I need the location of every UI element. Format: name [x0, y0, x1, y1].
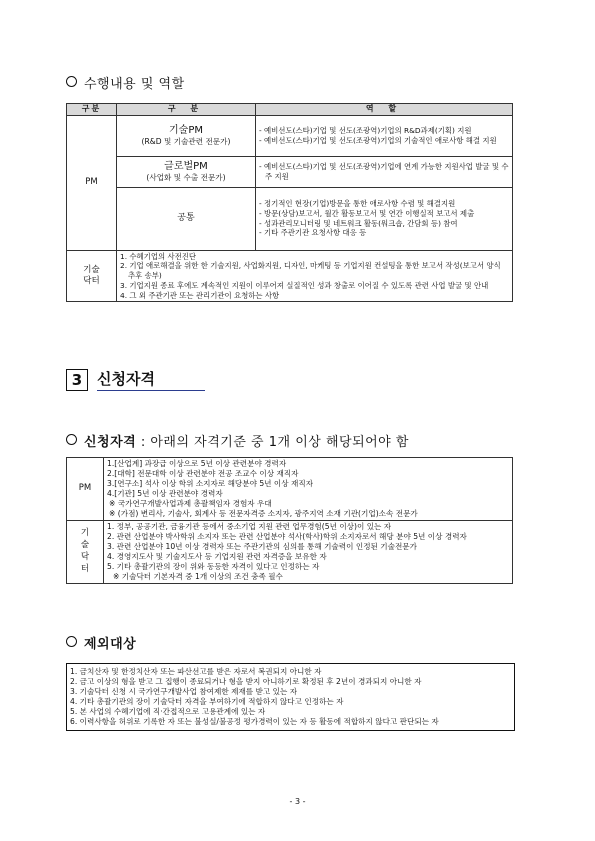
role-sub: (R&D 및 기술관련 전문가) — [141, 137, 231, 147]
list-item: - 예비선도(스타)기업 및 선도(조광역)기업의 R&D과제(기획) 지원 — [259, 125, 472, 135]
list-item: - 예비선도(스타)기업 및 선도(조광역)기업에 연계 가능한 지원사업 발굴 및 수주 지원 — [259, 161, 509, 181]
qualification-table — [66, 457, 513, 584]
table-row — [67, 521, 513, 584]
role-name-cell — [117, 156, 256, 187]
page-number: - 3 - — [289, 797, 306, 806]
list-item: 1.[산업계] 과장급 이상으로 5년 이상 관련분야 경력자 — [107, 459, 287, 468]
table-row — [67, 458, 513, 521]
table-header-row — [67, 104, 513, 116]
circle-bullet-icon — [66, 76, 77, 87]
header-division: 구 분 — [117, 104, 256, 116]
list-item: 1. 수혜기업의 사전진단 — [120, 251, 197, 261]
list-item: - 성과관리모니터링 및 네트워크 활동(워크숍, 간담회 등) 참여 — [259, 218, 458, 228]
list-item: 4. 그 외 주관기관 또는 관리기관이 요청하는 사항 — [120, 290, 280, 300]
role-duties-cell — [256, 187, 513, 250]
list-item: - 정기적인 현장(기업)방문을 통한 애로사항 수렴 및 해결지원 — [259, 199, 456, 209]
tech-doctor-qualifications-cell — [104, 521, 513, 584]
list-item: 2. 금고 이상의 형을 받고 그 집행이 종료되거나 형을 받지 아니하기로 확정된 후 2년이 경과되지 아니한 자 — [70, 677, 422, 687]
table-row — [67, 250, 513, 302]
roles-table — [66, 103, 513, 302]
role-name: 글로벌PM — [164, 160, 208, 172]
list-item: ※ (가점) 변리사, 기술사, 회계사 등 전문자격증 소지자, 광주지역 소재 기관(기업)소속 전문가 — [109, 509, 418, 519]
list-item: 4. 경영지도사 및 기술지도사 등 기업지원 관련 자격증을 보유한 자 — [107, 552, 327, 562]
chapter-title: 신청자격 — [97, 368, 205, 391]
circle-bullet-icon — [66, 434, 77, 445]
section-title-rest: : 아래의 자격기준 중 1개 이상 해당되어야 함 — [136, 435, 409, 450]
section-title-bold: 신청자격 — [84, 435, 137, 450]
table-row — [67, 115, 513, 156]
list-item: 4. 기타 총괄기관의 장이 기술닥터 자격을 부여하기에 적합하지 않다고 인정하는 자 — [70, 697, 344, 707]
list-item: 4.[기관] 5년 이상 관련분야 경력자 — [107, 489, 223, 499]
section-heading-exclusions — [66, 633, 136, 652]
role-sub: (사업화 및 수출 전문가) — [146, 173, 226, 183]
tech-doctor-duties-cell — [117, 250, 513, 302]
role-duties-cell — [256, 115, 513, 156]
list-item: ※ 기술닥터 기본자격 중 1개 이상의 조건 충족 필수 — [113, 572, 283, 582]
header-role: 역 할 — [256, 104, 513, 116]
list-item: - 예비선도(스타)기업 및 선도(조광역)기업의 기술적인 애로사항 해결 지원 — [259, 135, 497, 145]
list-item: 3. 기업지원 종료 후에도 계속적인 지원이 이루어져 실질적인 성과 창출로 이어질 수 있도록 관련 사업 발굴 및 안내 — [120, 280, 489, 290]
list-item: 1. 금치산자 및 한정치산자 또는 파산선고를 받은 자로서 복권되지 아니한 자 — [70, 667, 322, 676]
table-row — [67, 187, 513, 250]
list-item: 3. 관련 산업분야 10년 이상 경력자 또는 주관기관의 심의를 통해 기술력이 인정된 기술전문가 — [107, 542, 417, 552]
row-category-tech-doctor: 기 술 닥 터 — [67, 521, 104, 584]
section-heading-eligibility — [66, 431, 409, 450]
list-item: 3. 기술닥터 신청 시 국가연구개발사업 참여제한 제재를 받고 있는 자 — [70, 687, 298, 697]
list-item: 5. 기타 총괄기관의 장이 위와 동등한 자격이 있다고 인정하는 자 — [107, 562, 320, 572]
header-category: 구분 — [67, 104, 117, 116]
role-name: 공통 — [177, 212, 195, 223]
list-item: 2. 관련 산업분야 박사학위 소지자 또는 관련 산업분야 석사(학사)학위 소지자로서 해당 분야 5년 이상 경력자 — [107, 532, 467, 542]
section-title: 수행내용 및 역할 — [84, 77, 185, 92]
role-name-cell — [117, 115, 256, 156]
list-item: - 방문(상담)보고서, 월간 활동보고서 및 연간 이행실적 보고서 제출 — [259, 208, 475, 218]
row-category-pm: PM — [67, 458, 104, 521]
list-item: 2. 기업 애로해결을 위한 한 기술지원, 사업화지원, 디자인, 마케팅 등 기업지원 컨설팅을 통한 보고서 작성(보고서 양식 추후 송부) — [120, 261, 501, 281]
exclusions-box — [66, 663, 515, 731]
section-heading-roles — [66, 73, 185, 92]
list-item: 1. 정부, 공공기관, 금융기관 등에서 중소기업 지원 관련 업무경험(5년 이상)이 있는 자 — [107, 522, 392, 532]
role-name: 기술PM — [169, 124, 203, 136]
circle-bullet-icon — [66, 636, 77, 647]
list-item: ※ 국가연구개발사업과제 총괄책임자 경험자 우대 — [109, 499, 272, 509]
list-item: 5. 본 사업의 수혜기업에 직·간접적으로 고용관계에 있는 자 — [70, 707, 266, 717]
table-row — [67, 156, 513, 187]
list-item: 3.[연구소] 석사 이상 학위 소지자로 해당분야 5년 이상 재직자 — [107, 479, 314, 489]
row-category-pm: PM — [67, 115, 117, 250]
row-category-tech-doctor: 기술 닥터 — [67, 250, 117, 302]
chapter-heading — [66, 368, 205, 391]
pm-qualifications-cell — [104, 458, 513, 521]
role-name-cell — [117, 187, 256, 250]
chapter-number: 3 — [66, 369, 88, 391]
list-item: 6. 이력사항을 허위로 기록한 자 또는 불성실/불공정 평가경력이 있는 자 등 활동에 적합하지 않다고 판단되는 자 — [70, 717, 439, 727]
list-item: - 기타 주관기관 요청사항 대응 등 — [259, 228, 367, 238]
list-item: 2.[대학] 전문대학 이상 관련분야 전공 조교수 이상 재직자 — [107, 469, 299, 479]
section-title: 제외대상 — [84, 637, 137, 652]
role-duties-cell — [256, 156, 513, 187]
